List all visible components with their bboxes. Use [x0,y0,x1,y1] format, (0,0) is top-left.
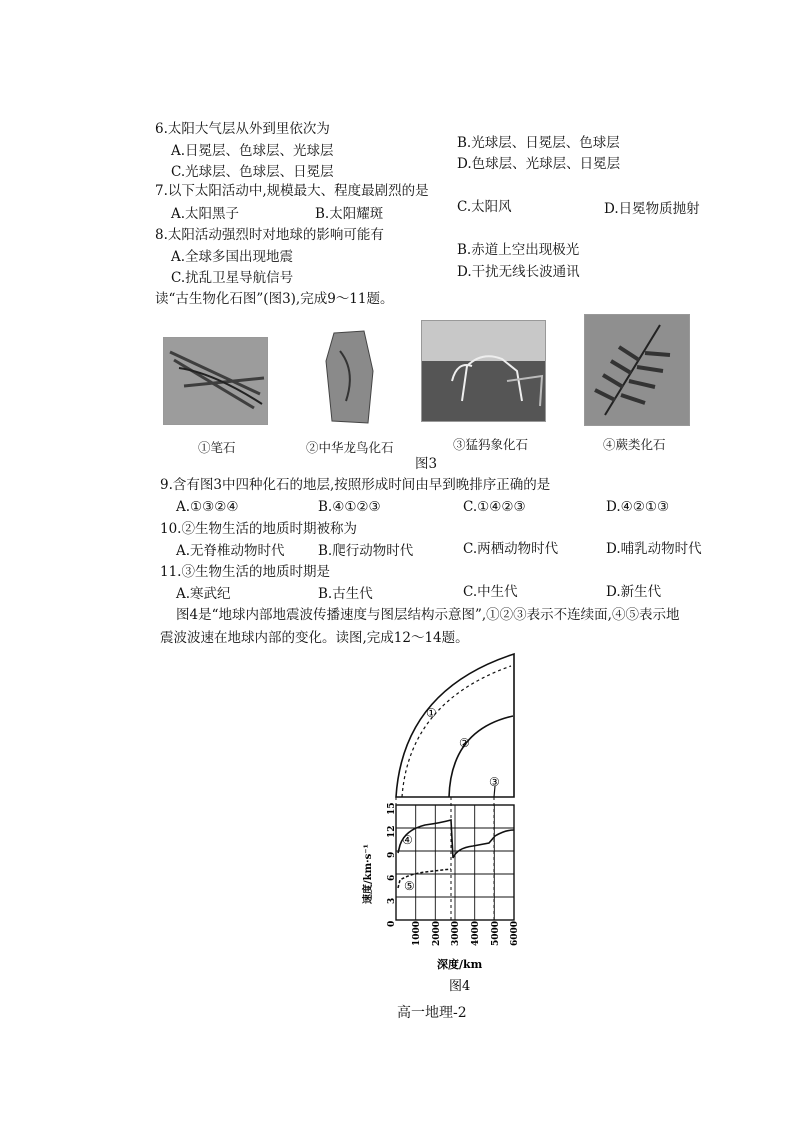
q8-option-c: C.扰乱卫星导航信号 [171,270,294,286]
y-tick-0: 0 [387,920,397,927]
q11-option-c: C.中生代 [463,584,518,600]
q7-stem: 7.以下太阳活动中,规模最大、程度最剧烈的是 [155,183,429,199]
marker-4: ④ [402,833,413,847]
fig4-title: 图4 [449,979,471,994]
q11-stem: 11.③生物生活的地质时期是 [160,564,330,580]
marker-1: ① [426,706,437,720]
mammoth-fossil-image [421,320,546,422]
q10-option-b: B.爬行动物时代 [318,543,414,559]
fig3-caption-4: ④蕨类化石 [603,437,666,452]
q6-option-d: D.色球层、光球层、日冕层 [457,156,621,172]
q8-option-b: B.赤道上空出现极光 [457,242,580,258]
q6-option-a: A.日冕层、色球层、光球层 [171,143,334,159]
marker-5: ⑤ [404,879,415,893]
x-ticks [412,921,520,946]
q11-option-a: A.寒武纪 [176,586,231,602]
q9-option-a: A.①③②④ [176,499,239,515]
y-tick-6: 6 [387,874,397,881]
discontinuity-2 [449,716,513,797]
x-tick-2000: 2000 [432,920,442,946]
q7-option-b: B.太阳耀斑 [315,206,384,222]
q11-option-b: B.古生代 [318,586,373,602]
fig3-caption-2: ②中华龙鸟化石 [306,440,394,455]
marker-2: ② [459,736,470,750]
y-tick-12: 12 [387,825,397,838]
y-axis-label: 速度/km·s⁻¹ [363,844,374,904]
y-tick-15: 15 [387,802,397,815]
velocity-chart-grid [396,805,514,920]
q6-stem: 6.太阳大气层从外到里依次为 [155,121,330,137]
seismic-wave-diagram [363,650,545,1020]
q6-option-b: B.光球层、日冕层、色球层 [457,135,620,151]
q6-option-c: C.光球层、色球层、日冕层 [171,164,334,180]
fig4-intro-line2: 震波波速在地球内部的变化。读图,完成12～14题。 [160,630,469,646]
x-axis-label: 深度/km [437,958,483,971]
page-footer: 高一地理-2 [397,1005,467,1021]
q7-option-d: D.日冕物质抛射 [604,201,700,217]
q7-option-c: C.太阳风 [457,199,512,215]
graptolite-fossil-image [163,337,268,425]
fig3-title: 图3 [415,456,438,472]
q8-stem: 8.太阳活动强烈时对地球的影响可能有 [155,227,384,243]
x-tick-1000: 1000 [412,920,422,946]
q10-option-a: A.无脊椎动物时代 [176,543,285,559]
q9-option-b: B.④①②③ [318,499,381,515]
fig3-intro: 读“古生物化石图”(图3),完成9～11题。 [155,291,394,307]
q9-option-d: D.④②①③ [606,499,670,515]
q10-stem: 10.②生物生活的地质时期被称为 [160,521,357,537]
q9-stem: 9.含有图3中四种化石的地层,按照形成时间由早到晚排序正确的是 [160,477,551,493]
q10-option-d: D.哺乳动物时代 [606,541,702,557]
q8-option-a: A.全球多国出现地震 [171,249,294,265]
q11-option-d: D.新生代 [606,584,662,600]
x-tick-6000: 6000 [510,920,520,946]
y-tick-3: 3 [387,897,397,904]
x-tick-4000: 4000 [471,920,481,946]
q8-option-d: D.干扰无线长波通讯 [457,264,580,280]
q9-option-c: C.①④②③ [463,499,526,515]
fern-fossil-image [584,314,690,426]
y-tick-9: 9 [387,851,397,858]
sinosauropteryx-fossil-image [326,331,374,425]
fig4-intro-line1: 图4是“地球内部地震波传播速度与图层结构示意图”,①②③表示不连续面,④⑤表示地 [176,607,680,623]
q7-option-a: A.太阳黑子 [171,206,240,222]
marker-3: ③ [489,775,500,789]
x-tick-5000: 5000 [491,920,501,946]
x-tick-3000: 3000 [451,920,461,946]
q10-option-c: C.两栖动物时代 [463,541,559,557]
fig3-caption-3: ③猛犸象化石 [453,437,529,452]
fig3-caption-1: ①笔石 [198,440,236,455]
